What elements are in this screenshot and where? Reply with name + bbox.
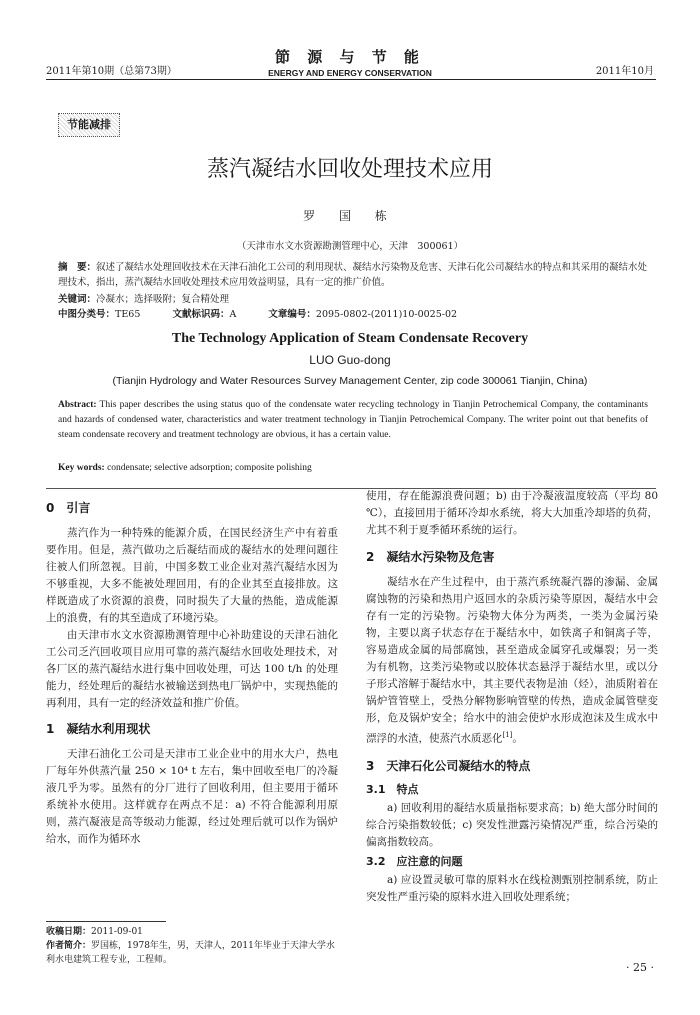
bio-text: 罗国栋，1978年生，男，天津人，2011年毕业于天津大学水利水电建筑工程专业，工程师。: [46, 941, 335, 965]
clc-label: 中图分类号：: [58, 309, 116, 320]
section-2-text: 凝结水在产生过程中，由于蒸汽系统凝汽器的渗漏、金属腐蚀物的污染和热用户返回水的杂质污染等原因，凝结水中会存有一定的污染物。污染物大体分为两类，一类为金属污染物，主要以离子状态存在于凝结水中，如铁离子和铜离子等，容易造成金属的局部腐蚀，甚至造成金属穿孔或爆裂；另一类为有机物，这类污染物或以胶体状态悬浮于凝结水里，或以分子形式溶解于凝结水中，其主要代表物是油（烃），油质附着在锅炉管管壁上，受热分解物影响管壁的传热，造成金属管壁变形，危及锅炉安全；给水中的油会使炉水形成泡沫及生成水中漂浮的水渣，使蒸汽水质恶化: [366, 576, 658, 745]
section-0-paragraph-1: 蒸汽作为一种特殊的能源介质，在国民经济生产中有着重要作用。但是，蒸汽做功之后凝结而成的凝结水的处理问题往往被人们所忽视。目前，中国多数工业企业对蒸汽凝结水因为不够重视，大多不能被处理回用，有的企业其至直接排放。这样既造成了水资源的浪费，同时损失了大量的热能，造成能源上的浪费，有的其至造成了环境污染。: [46, 527, 338, 624]
english-affiliation: (Tianjin Hydrology and Water Resources Survey Management Center, zip code 300061 Tianjin, China): [112, 375, 588, 387]
section-3-2-paragraph: a) 应设置灵敏可靠的原料水在线检测甄别控制系统，防止突发性严重污染的原料水进入回收处理系统；: [366, 873, 658, 903]
english-title: The Technology Application of Steam Condensate Recovery: [171, 331, 529, 346]
section-2-heading: 2 凝结水污染物及危害: [366, 550, 495, 564]
section-0-paragraph-2: 由天津市水文水资源勘测管理中心补助建设的天津石油化工公司乏汽回收项目应用可靠的蒸汽凝结水回收处理技术，对各厂区的蒸汽凝结水进行集中回收处理，可达 100 t/h 的处理能力，经处理后的凝结水被输送到热电厂锅炉中，实现热能的再利用，具有一定的经济效益和推广价值。: [46, 629, 338, 709]
journal-name-cn: 節 源 与 节 能: [275, 48, 425, 66]
received-label: 收稿日期：: [46, 927, 92, 937]
section-1-heading: 1 凝结水利用现状: [46, 722, 151, 736]
left-column: [46, 500, 338, 848]
abstract-label: 摘 要：: [58, 262, 97, 273]
clc-value: TE65: [115, 309, 141, 320]
author-name: 罗 国 栋: [303, 209, 397, 223]
english-abstract: [58, 398, 648, 443]
header-rule: [46, 79, 656, 80]
bio-label: 作者简介：: [46, 941, 92, 951]
section-3-2-heading: 3.2 应注意的问题: [366, 854, 463, 868]
section-2-end: 。: [512, 732, 523, 745]
english-keywords-text: condensate; selective adsorption; composite polishing: [107, 463, 312, 473]
english-author: LUO Guo-dong: [309, 353, 391, 367]
footnote-rule: [46, 921, 166, 922]
footnote: [46, 925, 338, 967]
english-abstract-text: This paper describes the using status quo of the condensate water recycling technology in Tianjin Petrochemical Company, the contaminants and hazards of condensed water, characteristics and water treatment technology in Tianjin Petrochemical Company. The writer point out that benefits of steam condensate recovery and treatment technology are obvious, it has a certain value.: [58, 400, 648, 440]
english-keywords-label: Key words:: [58, 463, 105, 473]
page-number: · 25 ·: [626, 961, 654, 974]
section-0-heading: 0 引言: [46, 501, 91, 515]
abstract-cn: [58, 260, 648, 290]
header-date: 2011年10月: [595, 66, 654, 77]
header-issue: 2011年第10期（总第73期）: [46, 66, 177, 77]
section-3-heading: 3 天津石化公司凝结水的特点: [366, 758, 531, 773]
right-column: [366, 488, 658, 906]
english-keywords: [58, 463, 648, 473]
keywords-label: 关键词：: [58, 294, 97, 305]
doc-code-value: A: [229, 309, 237, 320]
english-abstract-label: Abstract:: [58, 400, 97, 410]
citation-1: [1]: [502, 731, 513, 739]
section-3-1-heading: 3.1 特点: [366, 782, 419, 796]
author-affiliation: （天津市水文水资源勘测管理中心，天津 300061）: [236, 241, 464, 252]
abstract-text: 叙述了凝结水处理回收技术在天津石油化工公司的利用现状、凝结水污染物及危害、天津石化公司凝结水的特点和其采用的凝结水处理技术，指出，蒸汽凝结水回收处理技术应用效益明显，具有一定的推广价值。: [58, 262, 648, 288]
paper-title: 蒸汽凝结水回收处理技术应用: [206, 157, 493, 182]
doc-code-label: 文献标识码：: [172, 309, 230, 320]
section-2-paragraph-1: [366, 574, 658, 748]
continued-paragraph: 使用，存在能源浪费问题；b) 由于冷凝液温度较高（平均 80 ℃），直接回用于循环冷却水系统，将大大加重冷却塔的负荷，尤其不利于夏季循环系统的运行。: [366, 490, 658, 536]
section-3-1-paragraph: a) 回收利用的凝结水质量指标要求高；b) 绝大部分时间的综合污染指数较低；c) 突发性泄露污染情况严重，综合污染的偏离指数较高。: [366, 801, 658, 848]
journal-name-en: ENERGY AND ENERGY CONSERVATION: [268, 68, 432, 78]
column-tag: 节能减排: [58, 113, 120, 137]
keywords-cn: [58, 292, 648, 307]
classification-line: [58, 307, 648, 322]
section-1-paragraph-1: 天津石油化工公司是天津市工业企业中的用水大户，热电厂每年外供蒸汽量 250 × 10⁴ t 左右，集中回收至电厂的冷凝液几乎为零。虽然有的分厂进行了回收利用，但主要用于循环系统补水使用。这样就存在两点不足：a) 不符合能源利用原则，蒸汽凝液是高等级动力能源，经过处理后就可以作为锅炉给水，而作为循环水: [46, 748, 338, 845]
article-no-value: 2095-0802-(2011)10-0025-02: [315, 309, 458, 320]
received-value: 2011-09-01: [91, 927, 143, 937]
article-no-label: 文章编号：: [268, 309, 316, 320]
keywords-text: 冷凝水；选择吸附；复合精处理: [96, 294, 230, 305]
received-date: [46, 925, 338, 939]
author-bio: [46, 939, 338, 967]
